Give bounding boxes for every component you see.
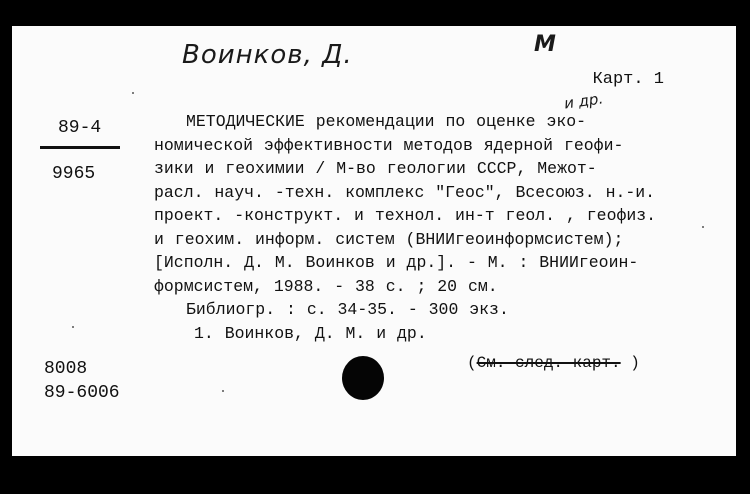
handwritten-author-name: Воинков, Д. <box>182 40 353 70</box>
continuation-note <box>467 354 640 372</box>
continuation-text: См. след. карт. <box>476 354 621 372</box>
ink-speck <box>702 226 704 228</box>
entry-title-word: МЕТОДИЧЕСКИЕ <box>186 112 305 131</box>
entry-line-1 <box>154 110 714 134</box>
call-number: 9965 <box>52 164 96 184</box>
bibliographic-entry <box>154 110 714 345</box>
entry-line-3: зики и геохимии / М-во геологии СССР, Межот- <box>154 159 597 178</box>
continuation-close-paren: ) <box>620 354 640 372</box>
catalog-card <box>12 26 736 456</box>
ink-speck <box>72 326 74 328</box>
ink-speck <box>132 92 134 94</box>
entry-line-4: расл. науч. -техн. комплекс "Геос", Всесоюз. н.-и. <box>154 182 656 202</box>
inventory-number-1: 8008 <box>44 359 88 379</box>
ink-speck <box>222 390 224 392</box>
handwritten-note: и др. <box>562 89 605 113</box>
divider-line <box>40 146 120 149</box>
handwritten-mark: М <box>534 32 556 57</box>
inventory-number-2: 89-6006 <box>44 383 120 403</box>
entry-line-1-text: рекомендации по оценке эко- <box>304 112 587 131</box>
entry-line-6: и геохим. информ. систем (ВНИИгеоинформсистем); <box>154 229 624 249</box>
bibliography-line: Библиогр. : с. 34-35. - 300 экз. <box>186 300 509 319</box>
entry-line-5: проект. -конструкт. и технол. ин-т геол. , геофиз. <box>154 206 657 225</box>
punch-hole <box>342 356 384 400</box>
classification-number: 89-4 <box>58 118 102 138</box>
entry-line-8: формсистем, 1988. - 38 с. ; 20 см. <box>154 276 498 296</box>
continuation-open-paren: ( <box>467 354 477 372</box>
entry-line-7: [Исполн. Д. М. Воинков и др.]. - М. : ВНИИгеоин- <box>154 253 639 272</box>
card-number-label: Карт. 1 <box>592 70 664 89</box>
tracing-line: 1. Воинков, Д. М. и др. <box>194 323 427 343</box>
entry-line-2: номической эффективности методов ядерной геофи- <box>154 135 624 155</box>
